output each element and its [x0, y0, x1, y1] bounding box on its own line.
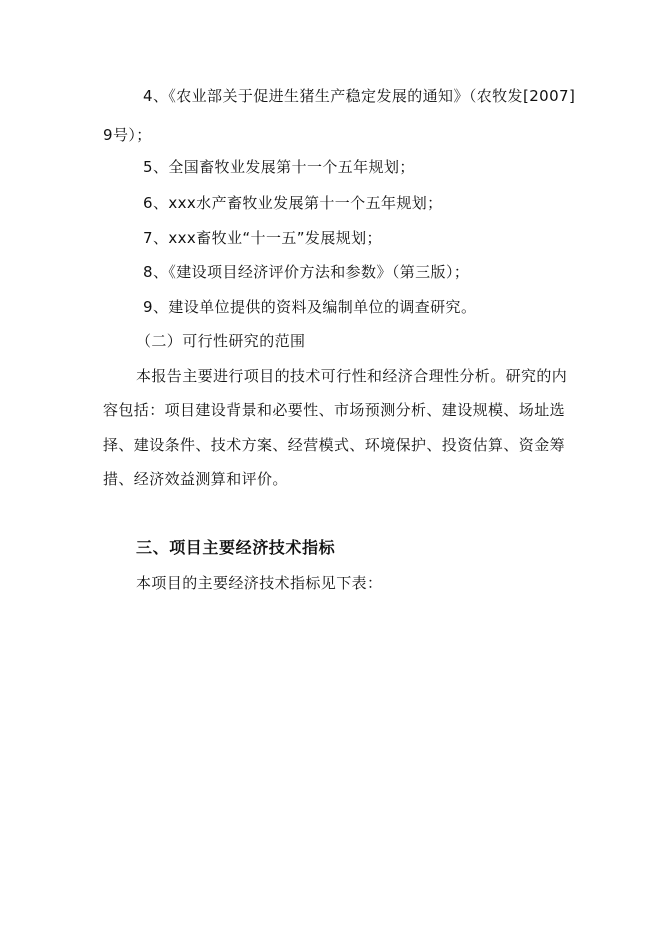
reference-item-7: 7、xxx畜牧业“十一五”发展规划； — [143, 229, 382, 247]
scope-paragraph-line-4: 措、经济效益测算和评价。 — [103, 470, 288, 488]
reference-item-4-line-2: 9号）； — [103, 126, 152, 144]
scope-paragraph-line-2: 容包括：项目建设背景和必要性、市场预测分析、建设规模、场址选 — [103, 401, 566, 419]
reference-item-8: 8、《建设项目经济评价方法和参数》（第三版）； — [143, 263, 470, 281]
reference-item-5: 5、全国畜牧业发展第十一个五年规划； — [143, 158, 415, 176]
reference-item-9: 9、建设单位提供的资料及编制单位的调查研究。 — [143, 298, 477, 316]
section-heading-indicators: 三、项目主要经济技术指标 — [136, 538, 336, 557]
reference-item-4-line-1: 4、《农业部关于促进生猪生产稳定发展的通知》（农牧发[2007] — [143, 87, 576, 105]
scope-paragraph-line-3: 择、建设条件、技术方案、经营模式、环境保护、投资估算、资金筹 — [103, 436, 566, 454]
scope-subheading: （二）可行性研究的范围 — [136, 332, 306, 350]
reference-item-6: 6、xxx水产畜牧业发展第十一个五年规划； — [143, 194, 443, 212]
scope-paragraph-line-1: 本报告主要进行项目的技术可行性和经济合理性分析。研究的内 — [136, 367, 568, 385]
indicators-intro: 本项目的主要经济技术指标见下表： — [136, 574, 383, 592]
